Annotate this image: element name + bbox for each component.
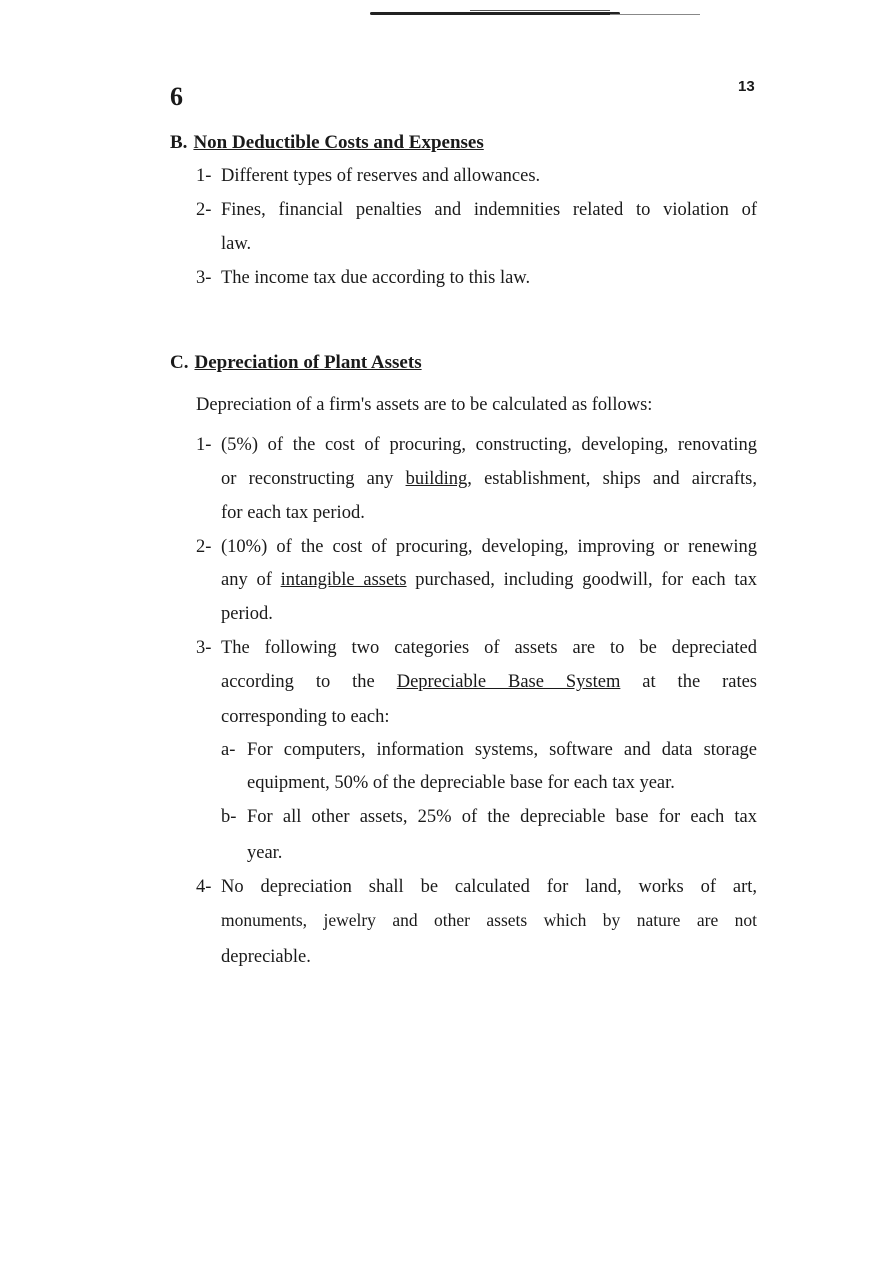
list-item: Different types of reserves and allowances. bbox=[221, 166, 541, 186]
underlined-term-building: building bbox=[405, 469, 468, 489]
list-item: (5%) of the cost of procuring, constructing, developing, renovating bbox=[221, 435, 757, 455]
list-item-continuation: period. bbox=[221, 604, 273, 624]
list-item-number: 2- bbox=[196, 537, 212, 557]
section-b-heading bbox=[170, 132, 484, 154]
text-span: at the rates bbox=[620, 672, 758, 692]
sub-item: For all other assets, 25% of the depreciable base for each tax bbox=[247, 807, 757, 827]
list-item-continuation: law. bbox=[221, 234, 252, 254]
list-item-number: 2- bbox=[196, 200, 212, 220]
underlined-term-depreciable-base-system: Depreciable Base System bbox=[396, 672, 621, 692]
text-span: any of bbox=[221, 570, 281, 590]
sub-item-label: b- bbox=[221, 807, 237, 827]
list-item-continuation bbox=[221, 570, 757, 591]
text-span: according to the bbox=[221, 672, 397, 692]
sub-item-label: a- bbox=[221, 740, 236, 760]
text-span: or reconstructing any bbox=[221, 469, 406, 489]
list-item-continuation bbox=[221, 672, 757, 693]
section-c-letter: C. bbox=[170, 352, 189, 373]
list-item-number: 3- bbox=[196, 268, 212, 288]
list-item-number: 3- bbox=[196, 638, 212, 658]
list-item-continuation bbox=[221, 469, 757, 490]
section-c-title: Depreciation of Plant Assets bbox=[194, 352, 422, 373]
list-item-number: 1- bbox=[196, 435, 212, 455]
list-item-continuation: for each tax period. bbox=[221, 503, 365, 523]
sub-item-continuation: year. bbox=[247, 843, 283, 863]
text-span: , establishment, ships and aircrafts, bbox=[467, 469, 757, 489]
text-span: purchased, including goodwill, for each tax bbox=[406, 570, 757, 590]
underlined-term-intangible-assets: intangible assets bbox=[280, 570, 407, 590]
sub-item-continuation: equipment, 50% of the depreciable base for each tax year. bbox=[247, 773, 675, 793]
list-item: No depreciation shall be calculated for land, works of art, bbox=[221, 877, 757, 897]
list-item-continuation: monuments, jewelry and other assets which by nature are not bbox=[221, 910, 757, 930]
list-item-number: 1- bbox=[196, 166, 212, 186]
section-c-heading bbox=[170, 352, 422, 374]
scan-artifact-streak bbox=[370, 8, 700, 18]
section-b-title: Non Deductible Costs and Expenses bbox=[193, 132, 484, 153]
page-number: 13 bbox=[738, 78, 755, 95]
chapter-number: 6 bbox=[170, 82, 183, 111]
list-item: (10%) of the cost of procuring, developing, improving or renewing bbox=[221, 537, 757, 557]
sub-item: For computers, information systems, software and data storage bbox=[247, 740, 757, 760]
list-item-number: 4- bbox=[196, 877, 212, 897]
list-item-continuation: corresponding to each: bbox=[221, 707, 390, 727]
section-b-letter: B. bbox=[170, 132, 188, 153]
section-c-intro: Depreciation of a firm's assets are to be calculated as follows: bbox=[196, 395, 653, 415]
list-item: The income tax due according to this law. bbox=[221, 268, 531, 288]
list-item: Fines, financial penalties and indemnities related to violation of bbox=[221, 200, 757, 220]
list-item: The following two categories of assets are to be depreciated bbox=[221, 638, 757, 658]
list-item-continuation: depreciable. bbox=[221, 947, 311, 967]
